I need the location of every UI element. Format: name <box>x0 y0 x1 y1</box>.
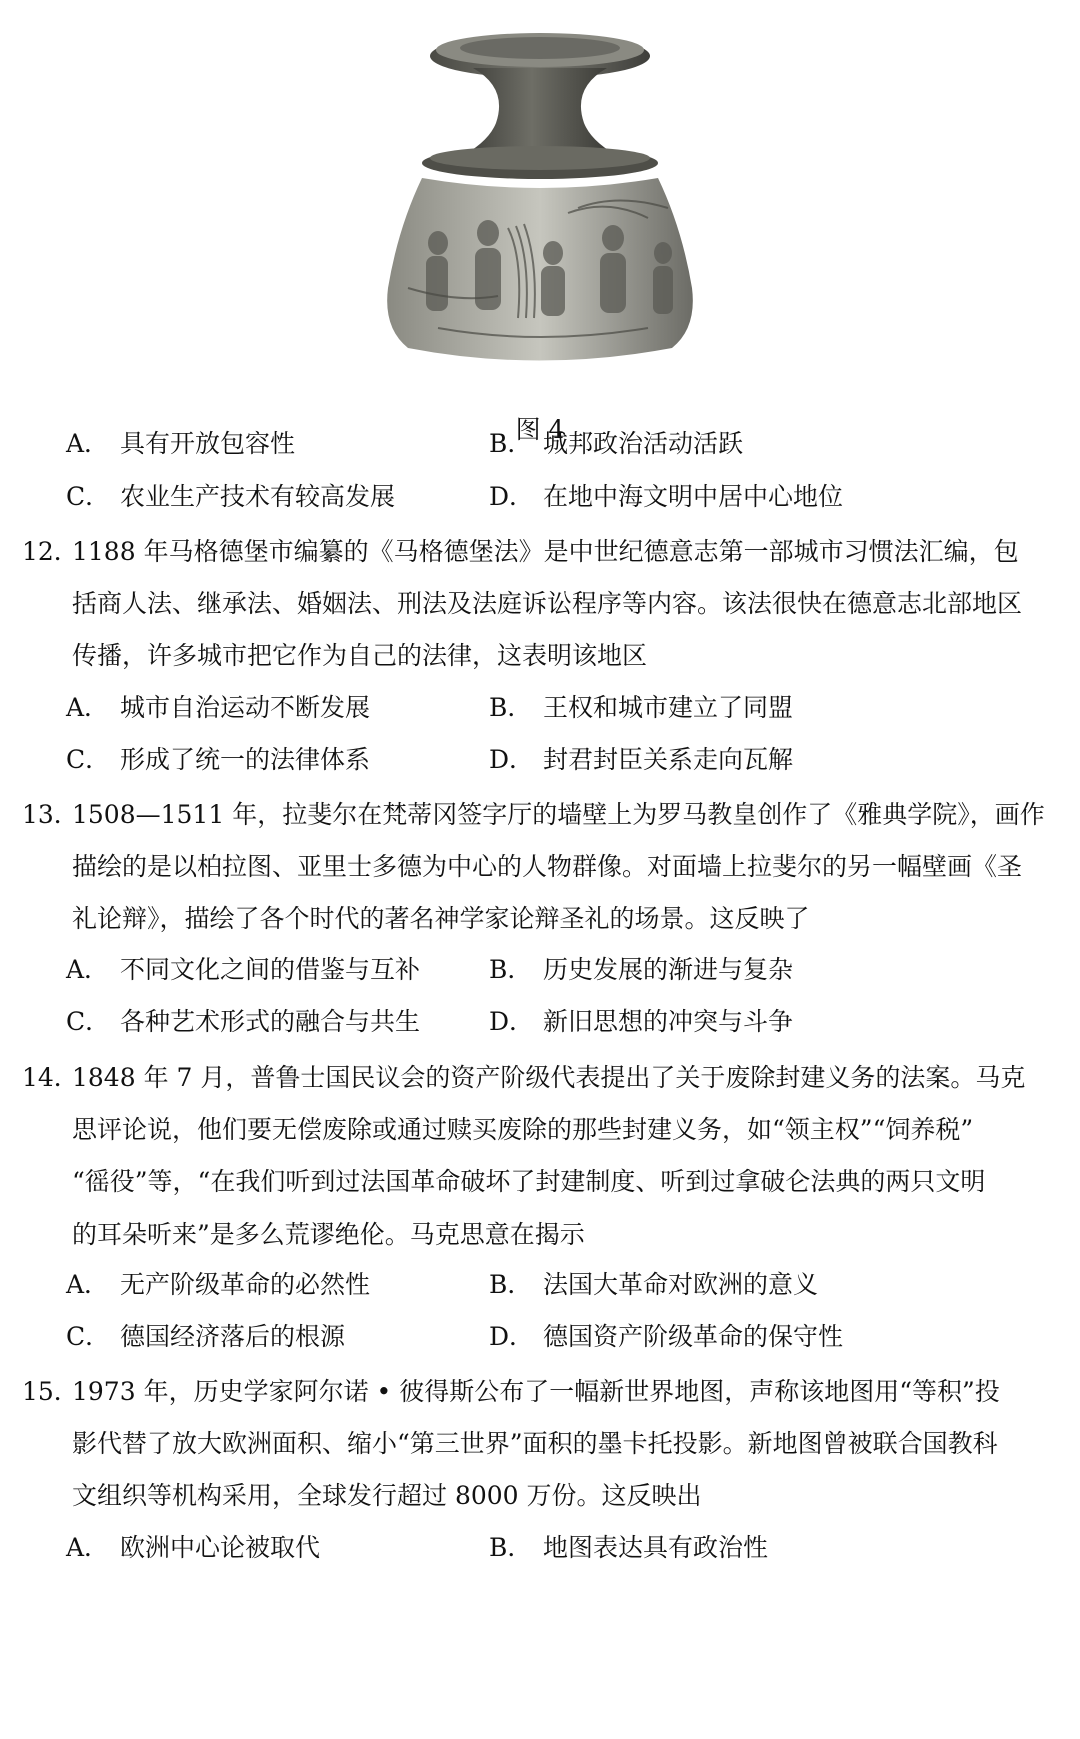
q14-option-d <box>489 1317 843 1353</box>
q11-option-d <box>489 477 843 513</box>
question-line: 描绘的是以柏拉图、亚里士多德为中心的人物群像。对面墙上拉斐尔的另一幅壁画《圣 <box>72 852 1023 881</box>
option-text: 在地中海文明中居中心地位 <box>543 482 844 511</box>
option-text: 地图表达具有政治性 <box>543 1533 769 1562</box>
option-letter: A． <box>66 693 110 722</box>
option-text: 城邦政治活动活跃 <box>543 429 744 458</box>
option-text: 无产阶级革命的必然性 <box>120 1270 371 1299</box>
option-text: 德国资产阶级革命的保守性 <box>543 1322 844 1351</box>
question-line: “徭役”等，“在我们听到过法国革命破坏了封建制度、听到过拿破仑法典的两只文明 <box>72 1167 986 1196</box>
question-number: 14． <box>22 1063 79 1092</box>
option-letter: C． <box>66 745 111 774</box>
q14-option-c <box>66 1317 345 1353</box>
option-letter: A． <box>66 429 110 458</box>
q13-option-a <box>66 950 420 986</box>
option-text: 城市自治运动不断发展 <box>120 693 371 722</box>
figure-caption: 图 4 <box>515 415 565 444</box>
option-letter: C． <box>66 482 111 511</box>
question-line: 传播，许多城市把它作为自己的法律，这表明该地区 <box>72 641 648 670</box>
option-letter: C． <box>66 1007 111 1036</box>
question-line: 1973 年，历史学家阿尔诺 • 彼得斯公布了一幅新世界地图，声称该地图用“等积”投 <box>72 1377 1000 1406</box>
question-line: 思评论说，他们要无偿废除或通过赎买废除的那些封建义务，如“领主权”“饲养税” <box>72 1115 974 1144</box>
option-letter: A． <box>66 955 110 984</box>
option-letter: D． <box>489 1007 535 1036</box>
q12-option-a <box>66 688 370 724</box>
q12-option-c <box>66 740 370 776</box>
q13-option-b <box>489 950 793 986</box>
question-line: 1188 年马格德堡市编纂的《马格德堡法》是中世纪德意志第一部城市习惯法汇编，包 <box>72 537 1019 566</box>
option-letter: D． <box>489 1322 535 1351</box>
question-line: 1848 年 7 月，普鲁士国民议会的资产阶级代表提出了关于废除封建义务的法案。马克 <box>72 1063 1026 1092</box>
q11-option-c <box>66 477 395 513</box>
option-letter: B． <box>489 429 533 458</box>
vase-figure <box>378 28 702 373</box>
q13-option-c <box>66 1002 420 1038</box>
q13-option-d <box>489 1002 793 1038</box>
q15-option-b <box>489 1528 768 1564</box>
option-letter: B． <box>489 955 533 984</box>
option-text: 法国大革命对欧洲的意义 <box>543 1270 819 1299</box>
option-text: 封君封臣关系走向瓦解 <box>543 745 794 774</box>
question-line: 的耳朵听来”是多么荒谬绝伦。马克思意在揭示 <box>72 1220 585 1249</box>
vase-illustration <box>378 28 702 373</box>
option-letter: C． <box>66 1322 111 1351</box>
question-number: 13． <box>22 800 79 829</box>
option-text: 形成了统一的法律体系 <box>120 745 371 774</box>
option-text: 欧洲中心论被取代 <box>120 1533 321 1562</box>
option-text: 新旧思想的冲突与斗争 <box>543 1007 794 1036</box>
q14-option-a <box>66 1265 370 1301</box>
option-text: 德国经济落后的根源 <box>120 1322 346 1351</box>
option-letter: D． <box>489 745 535 774</box>
question-number: 12． <box>22 537 79 566</box>
question-line: 1508—1511 年，拉斐尔在梵蒂冈签字厅的墙壁上为罗马教皇创作了《雅典学院》，画作 <box>72 800 1045 829</box>
question-line: 文组织等机构采用，全球发行超过 8000 万份。这反映出 <box>72 1481 702 1510</box>
option-text: 具有开放包容性 <box>120 429 296 458</box>
q11-option-a <box>66 424 295 460</box>
q12-option-b <box>489 688 793 724</box>
option-text: 历史发展的渐进与复杂 <box>543 955 794 984</box>
option-letter: B． <box>489 1270 533 1299</box>
question-line: 礼论辩》，描绘了各个时代的著名神学家论辩圣礼的场景。这反映了 <box>72 904 810 933</box>
option-text: 王权和城市建立了同盟 <box>543 693 794 722</box>
q11-option-b <box>489 424 743 460</box>
question-line: 括商人法、继承法、婚姻法、刑法及法庭诉讼程序等内容。该法很快在德意志北部地区 <box>72 589 1023 618</box>
option-letter: A． <box>66 1533 110 1562</box>
q14-option-b <box>489 1265 818 1301</box>
option-letter: B． <box>489 1533 533 1562</box>
q15-option-a <box>66 1528 320 1564</box>
question-line: 影代替了放大欧洲面积、缩小“第三世界”面积的墨卡托投影。新地图曾被联合国教科 <box>72 1429 998 1458</box>
option-text: 不同文化之间的借鉴与互补 <box>120 955 421 984</box>
option-text: 农业生产技术有较高发展 <box>120 482 396 511</box>
option-letter: B． <box>489 693 533 722</box>
q12-option-d <box>489 740 793 776</box>
question-number: 15． <box>22 1377 79 1406</box>
option-letter: D． <box>489 482 535 511</box>
option-letter: A． <box>66 1270 110 1299</box>
option-text: 各种艺术形式的融合与共生 <box>120 1007 421 1036</box>
